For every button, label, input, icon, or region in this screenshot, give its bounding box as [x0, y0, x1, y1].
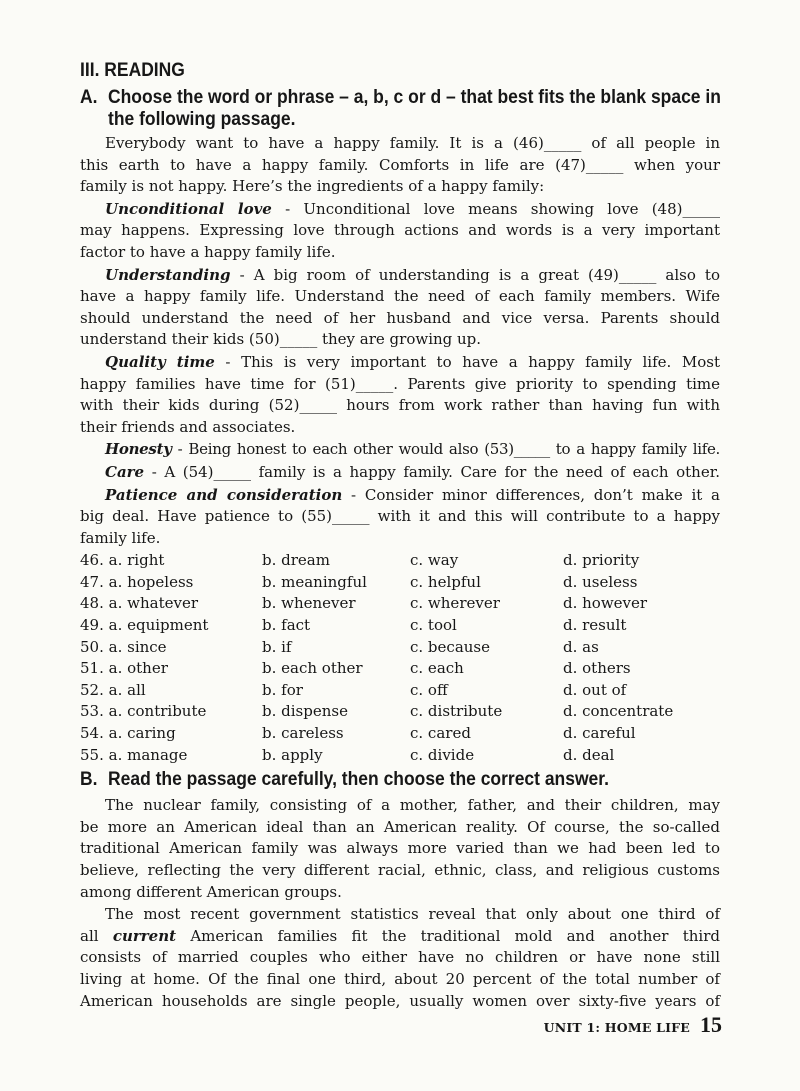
part-a-label: A.	[80, 87, 98, 108]
paragraph-line-text: - Consider minor differences, don’t make it a	[351, 485, 720, 504]
option-row	[80, 745, 720, 767]
instruction-line-text: Read the passage carefully, then choose the correct answer.	[108, 769, 609, 791]
option-d: d. result	[563, 616, 627, 635]
paragraph-line: may happens. Expressing love through actions and words is a very important	[80, 221, 720, 240]
page-content	[80, 59, 720, 1013]
paragraph-line: The most recent government statistics reveal that only about one third of	[105, 905, 720, 924]
paragraph-line: this earth to have a happy family. Comforts in life are (47)_____ when your	[80, 155, 720, 174]
passage-a	[80, 133, 720, 766]
paragraph-line	[80, 485, 720, 507]
paragraph-line	[80, 926, 720, 948]
paragraph-line	[80, 199, 720, 221]
question-number: 48.	[80, 594, 104, 613]
option-a-cell	[80, 637, 262, 659]
paragraph-statistics	[80, 904, 720, 1012]
option-d: d. useless	[563, 572, 638, 591]
option-d: d. others	[563, 659, 631, 678]
part-a-label-box	[80, 87, 108, 131]
option-a: a. equipment	[108, 616, 209, 635]
option-c: c. because	[410, 637, 490, 656]
paragraph-line: should understand the need of her husband and vice versa. Parents should	[80, 308, 720, 327]
paragraph-line-text: - Unconditional love means showing love (48)_____	[285, 199, 720, 218]
option-a-cell	[80, 615, 262, 637]
paragraph-line: factor to have a happy family life.	[80, 242, 336, 261]
paragraph-line: big deal. Have patience to (55)_____ with it and this will contribute to a happy	[80, 507, 720, 526]
paragraph-label: Understanding	[105, 265, 231, 284]
option-a: a. since	[108, 637, 167, 656]
paragraph-line: among different American groups.	[80, 882, 342, 901]
option-b: b. dream	[262, 551, 330, 570]
paragraph-honesty	[80, 439, 720, 461]
paragraph-unconditional-love	[80, 199, 720, 264]
option-d: d. careful	[563, 724, 636, 743]
option-d: d. deal	[563, 745, 615, 764]
paragraph-line: family is not happy. Here’s the ingredients of a happy family:	[80, 177, 545, 196]
line-text-before: all	[80, 926, 99, 945]
option-a-cell	[80, 572, 262, 594]
unit-title: UNIT 1: HOME LIFE	[543, 1020, 690, 1035]
section-title	[80, 59, 720, 83]
option-d: d. as	[563, 637, 599, 656]
option-row	[80, 615, 720, 637]
paragraph-line-text: - A (54)_____ family is a happy family. Care for the need of each other.	[151, 462, 720, 481]
option-b: b. for	[262, 680, 303, 699]
option-c: c. tool	[410, 616, 457, 635]
paragraph-line: understand their kids (50)_____ they are growing up.	[80, 330, 482, 349]
option-row	[80, 593, 720, 615]
option-b: b. each other	[262, 659, 363, 678]
paragraph-line: The nuclear family, consisting of a mother, father, and their children, may	[105, 796, 720, 815]
question-number: 53.	[80, 702, 104, 721]
option-a-cell	[80, 680, 262, 702]
paragraph-line: believe, reflecting the very different racial, ethnic, class, and religious customs	[80, 861, 720, 879]
option-b: b. apply	[262, 745, 323, 764]
paragraph-patience	[80, 485, 720, 550]
option-c: c. distribute	[410, 702, 503, 721]
option-d: d. however	[563, 594, 648, 613]
paragraph-line-text: - A big room of understanding is a great (49)_____ also to	[239, 265, 720, 284]
paragraph-line: be more an American ideal than an American reality. Of course, the so-called	[80, 817, 720, 836]
question-number: 49.	[80, 616, 104, 635]
emphasized-word: current	[112, 926, 177, 945]
part-b-instruction	[80, 768, 720, 792]
option-b: b. if	[262, 637, 292, 656]
option-d: d. concentrate	[563, 702, 674, 721]
page-number: 15	[700, 1012, 722, 1037]
part-b-label: B.	[80, 769, 98, 791]
page-footer	[544, 1012, 722, 1040]
paragraph-line: family life.	[80, 528, 161, 547]
option-d: d. out of	[563, 680, 627, 699]
line-text-after: American families fit the traditional mold and another third	[190, 926, 720, 945]
option-b: b. careless	[262, 724, 344, 743]
option-row	[80, 572, 720, 594]
option-a: a. right	[108, 551, 165, 570]
question-number: 52.	[80, 680, 104, 699]
paragraph-label: Patience and consideration	[105, 485, 343, 504]
option-row	[80, 701, 720, 723]
paragraph-nuclear-family	[80, 795, 720, 903]
instruction-line	[108, 768, 720, 792]
option-c: c. wherever	[410, 594, 500, 613]
paragraph-line: happy families have time for (51)_____. Parents give priority to spending time	[80, 374, 720, 393]
paragraph-line-text: - This is very important to have a happy family life. Most	[225, 352, 720, 371]
part-b-instruction-text	[108, 768, 720, 792]
question-number: 51.	[80, 659, 104, 678]
option-a-cell	[80, 701, 262, 723]
option-b: b. dispense	[262, 702, 348, 721]
paragraph-label: Unconditional love	[105, 199, 272, 218]
option-row	[80, 723, 720, 745]
paragraph-line	[80, 439, 720, 461]
option-row	[80, 658, 720, 680]
section-title-text: III. READING	[80, 60, 185, 81]
paragraph-label: Honesty	[105, 440, 172, 459]
question-number: 47.	[80, 572, 104, 591]
option-a-cell	[80, 593, 262, 615]
option-b: b. fact	[262, 616, 311, 635]
option-c: c. each	[410, 659, 464, 678]
paragraph-line: consists of married couples who either have no children or have none still	[80, 948, 720, 967]
question-number: 46.	[80, 551, 104, 570]
option-row	[80, 680, 720, 702]
option-c: c. off	[410, 680, 448, 699]
option-a-cell	[80, 550, 262, 572]
paragraph-line: have a happy family life. Understand the need of each family members. Wife	[80, 287, 720, 306]
part-a-instruction-text	[108, 87, 774, 131]
option-c: c. way	[410, 551, 459, 570]
paragraph-line: Everybody want to have a happy family. It is a (46)_____ of all people in	[105, 134, 720, 152]
option-row	[80, 637, 720, 659]
question-number: 54.	[80, 724, 104, 743]
option-a: a. manage	[108, 745, 188, 764]
part-a-instruction	[80, 87, 720, 131]
option-c: c. helpful	[410, 572, 481, 591]
paragraph-line: American households are single people, usually women over sixty-five years of	[80, 991, 720, 1010]
paragraph-line: their friends and associates.	[80, 417, 296, 436]
option-a: a. other	[108, 659, 168, 678]
paragraph-label: Care	[105, 462, 145, 481]
option-a-cell	[80, 658, 262, 680]
instruction-line-text: the following passage.	[108, 109, 296, 130]
paragraph-line: traditional American family was always more varied than we had been led to	[80, 839, 720, 858]
paragraph-intro	[80, 133, 720, 198]
paragraph-line	[80, 352, 720, 374]
part-b-label-box	[80, 768, 108, 792]
paragraph-understanding	[80, 265, 720, 351]
question-number: 50.	[80, 637, 104, 656]
paragraph-care	[80, 462, 720, 484]
option-c: c. divide	[410, 745, 475, 764]
paragraph-line: with their kids during (52)_____ hours from work rather than having fun with	[80, 396, 720, 415]
paragraph-line	[80, 462, 720, 484]
option-d: d. priority	[563, 551, 640, 570]
instruction-line	[108, 109, 774, 131]
option-a-cell	[80, 723, 262, 745]
answer-options	[80, 550, 720, 766]
option-a: a. contribute	[108, 702, 207, 721]
paragraph-line	[80, 265, 720, 287]
option-b: b. meaningful	[262, 572, 367, 591]
option-row	[80, 550, 720, 572]
paragraph-line-text: - Being honest to each other would also (53)_____ to a happy family life.	[177, 440, 721, 459]
passage-b	[80, 795, 720, 1012]
option-b: b. whenever	[262, 594, 356, 613]
instruction-line	[108, 87, 774, 109]
option-a-cell	[80, 745, 262, 767]
paragraph-quality-time	[80, 352, 720, 438]
option-a: a. caring	[108, 724, 176, 743]
instruction-line-text: Choose the word or phrase – a, b, c or d – that best fits the blank space in	[108, 87, 721, 108]
paragraph-line: living at home. Of the final one third, about 20 percent of the total number of	[80, 969, 720, 988]
option-a: a. all	[108, 680, 146, 699]
paragraph-label: Quality time	[105, 352, 215, 371]
option-a: a. whatever	[108, 594, 198, 613]
option-c: c. cared	[410, 724, 471, 743]
option-a: a. hopeless	[108, 572, 194, 591]
question-number: 55.	[80, 745, 104, 764]
